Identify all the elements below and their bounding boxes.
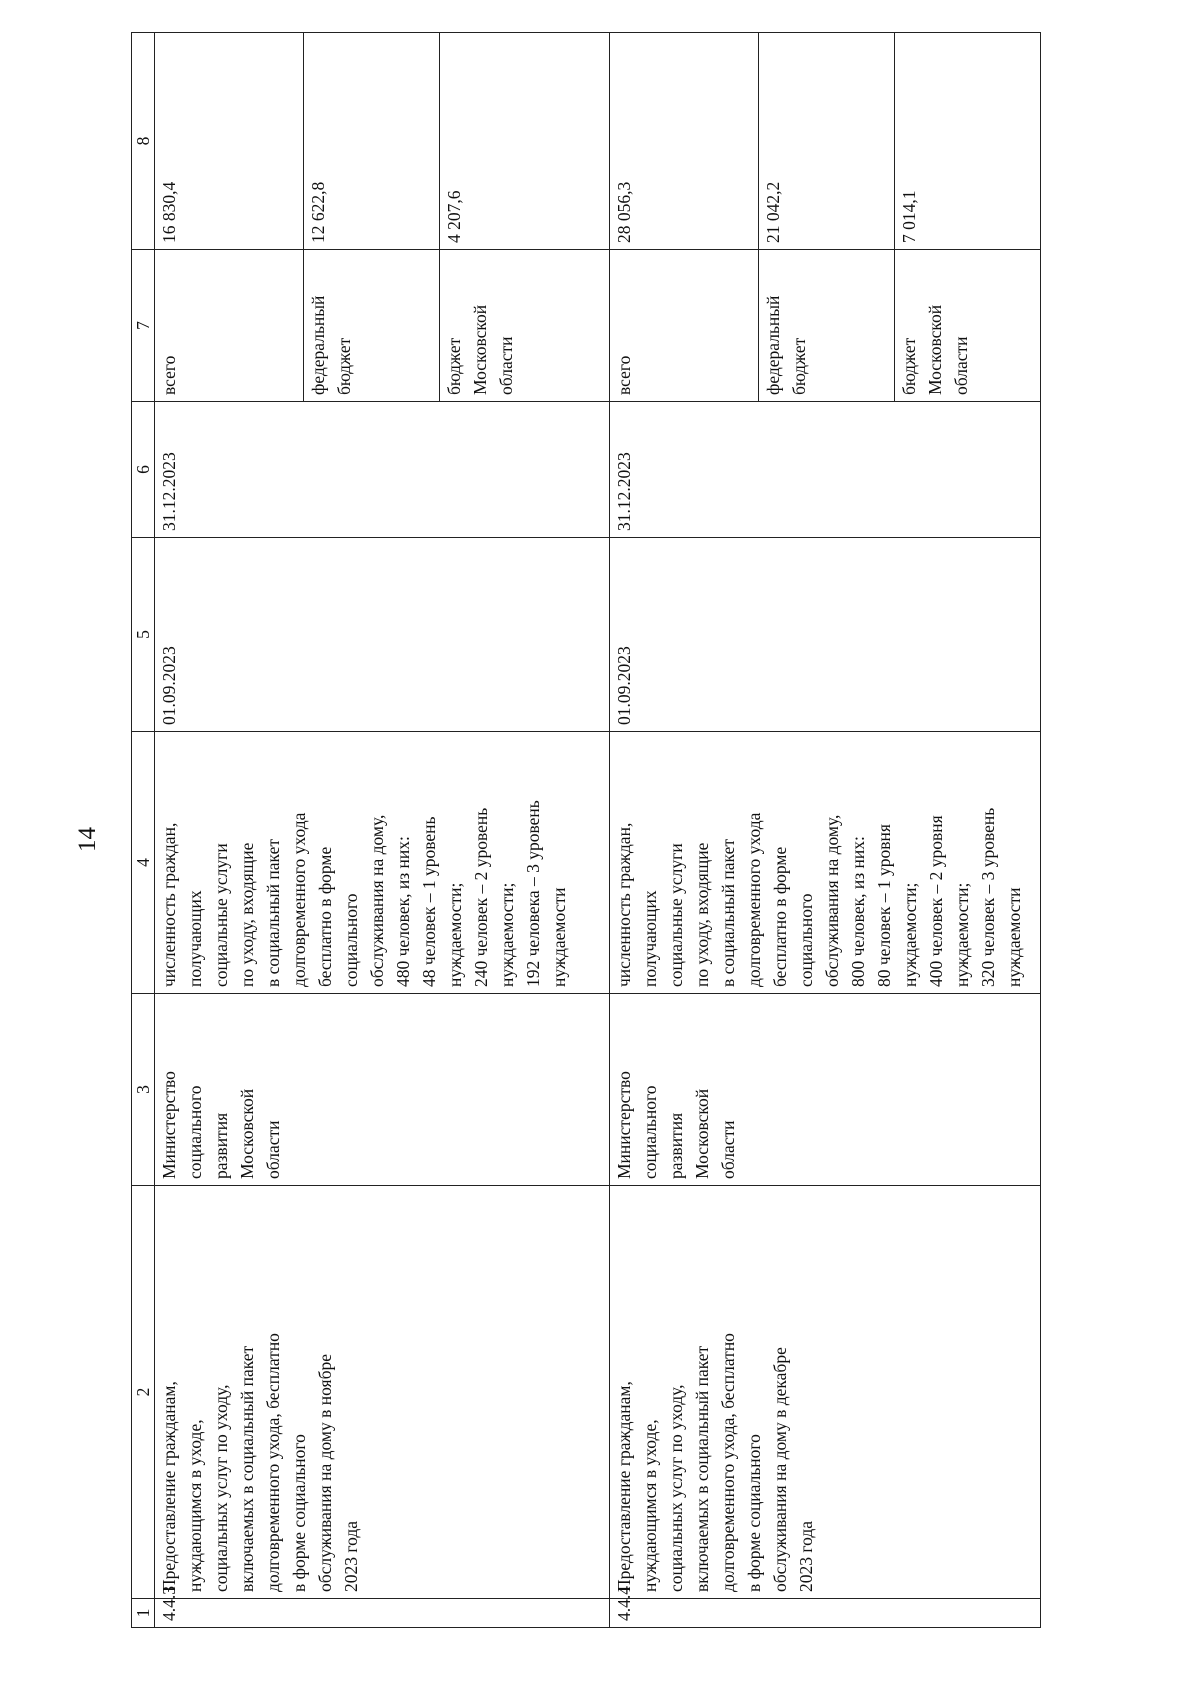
- executor: Министерство социального развития Московской области: [609, 994, 1040, 1186]
- funding-source: бюджет Московской области: [894, 250, 1040, 402]
- page-number: 14: [74, 827, 101, 852]
- result-indicator: численность граждан, получающих социальные услуги по уходу, входящие в социальный пакет долговременного ухода бесплатно в форме социального обслуживания на дому, 480 человек, из них: 48 человек – 1 уровень нуждаемости; 240 человек – 2 уровень нуждаемости; 192 человека – 3 уровень нуждаемости: [155, 732, 609, 994]
- header-cell: 4: [132, 732, 155, 994]
- funding-source: федеральный бюджет: [758, 250, 894, 402]
- end-date: 31.12.2023: [155, 402, 609, 538]
- header-cell: 5: [132, 538, 155, 732]
- rotated-table: [131, 33, 1041, 1628]
- header-cell: 7: [132, 250, 155, 402]
- end-date: 31.12.2023: [609, 402, 1040, 538]
- funding-amount: 4 207,6: [440, 33, 609, 250]
- header-cell: 3: [132, 994, 155, 1186]
- table-row: [609, 33, 758, 1628]
- executor: Министерство социального развития Московской области: [155, 994, 609, 1186]
- result-indicator: численность граждан, получающих социальные услуги по уходу, входящие в социальный пакет долговременного ухода бесплатно в форме социального обслуживания на дому, 800 человек, из них: 80 человек – 1 уровня нуждаемости; 400 человек – 2 уровня нуждаемости; 320 человек – 3 уровень нуждаемости: [609, 732, 1040, 994]
- funding-amount: 12 622,8: [304, 33, 440, 250]
- measure-name: Предоставление гражданам, нуждающимся в уходе, социальных услуг по уходу, включаемых в социальный пакет долговременного ухода, бесплатно в форме социального обслуживания на дому в декабре 2023 года: [609, 1186, 1040, 1599]
- funding-source: федеральный бюджет: [304, 250, 440, 402]
- start-date: 01.09.2023: [609, 538, 1040, 732]
- header-cell: 6: [132, 402, 155, 538]
- table-header-row: [132, 33, 155, 1628]
- funding-source: всего: [609, 250, 758, 402]
- funding-source: всего: [155, 250, 304, 402]
- start-date: 01.09.2023: [155, 538, 609, 732]
- row-code: 4.4.4: [609, 1599, 1040, 1628]
- row-code: 4.4.3: [155, 1599, 609, 1628]
- header-cell: 8: [132, 33, 155, 250]
- funding-amount: 21 042,2: [758, 33, 894, 250]
- header-cell: 2: [132, 1186, 155, 1599]
- table-row: [155, 33, 304, 1628]
- funding-source: бюджет Московской области: [440, 250, 609, 402]
- funding-amount: 16 830,4: [155, 33, 304, 250]
- measure-name: Предоставление гражданам, нуждающимся в уходе, социальных услуг по уходу, включаемых в социальный пакет долговременного ухода, бесплатно в форме социального обслуживания на дому в ноябре 2023 года: [155, 1186, 609, 1599]
- funding-amount: 28 056,3: [609, 33, 758, 250]
- measures-table: [131, 32, 1041, 1628]
- header-cell: 1: [132, 1599, 155, 1628]
- funding-amount: 7 014,1: [894, 33, 1040, 250]
